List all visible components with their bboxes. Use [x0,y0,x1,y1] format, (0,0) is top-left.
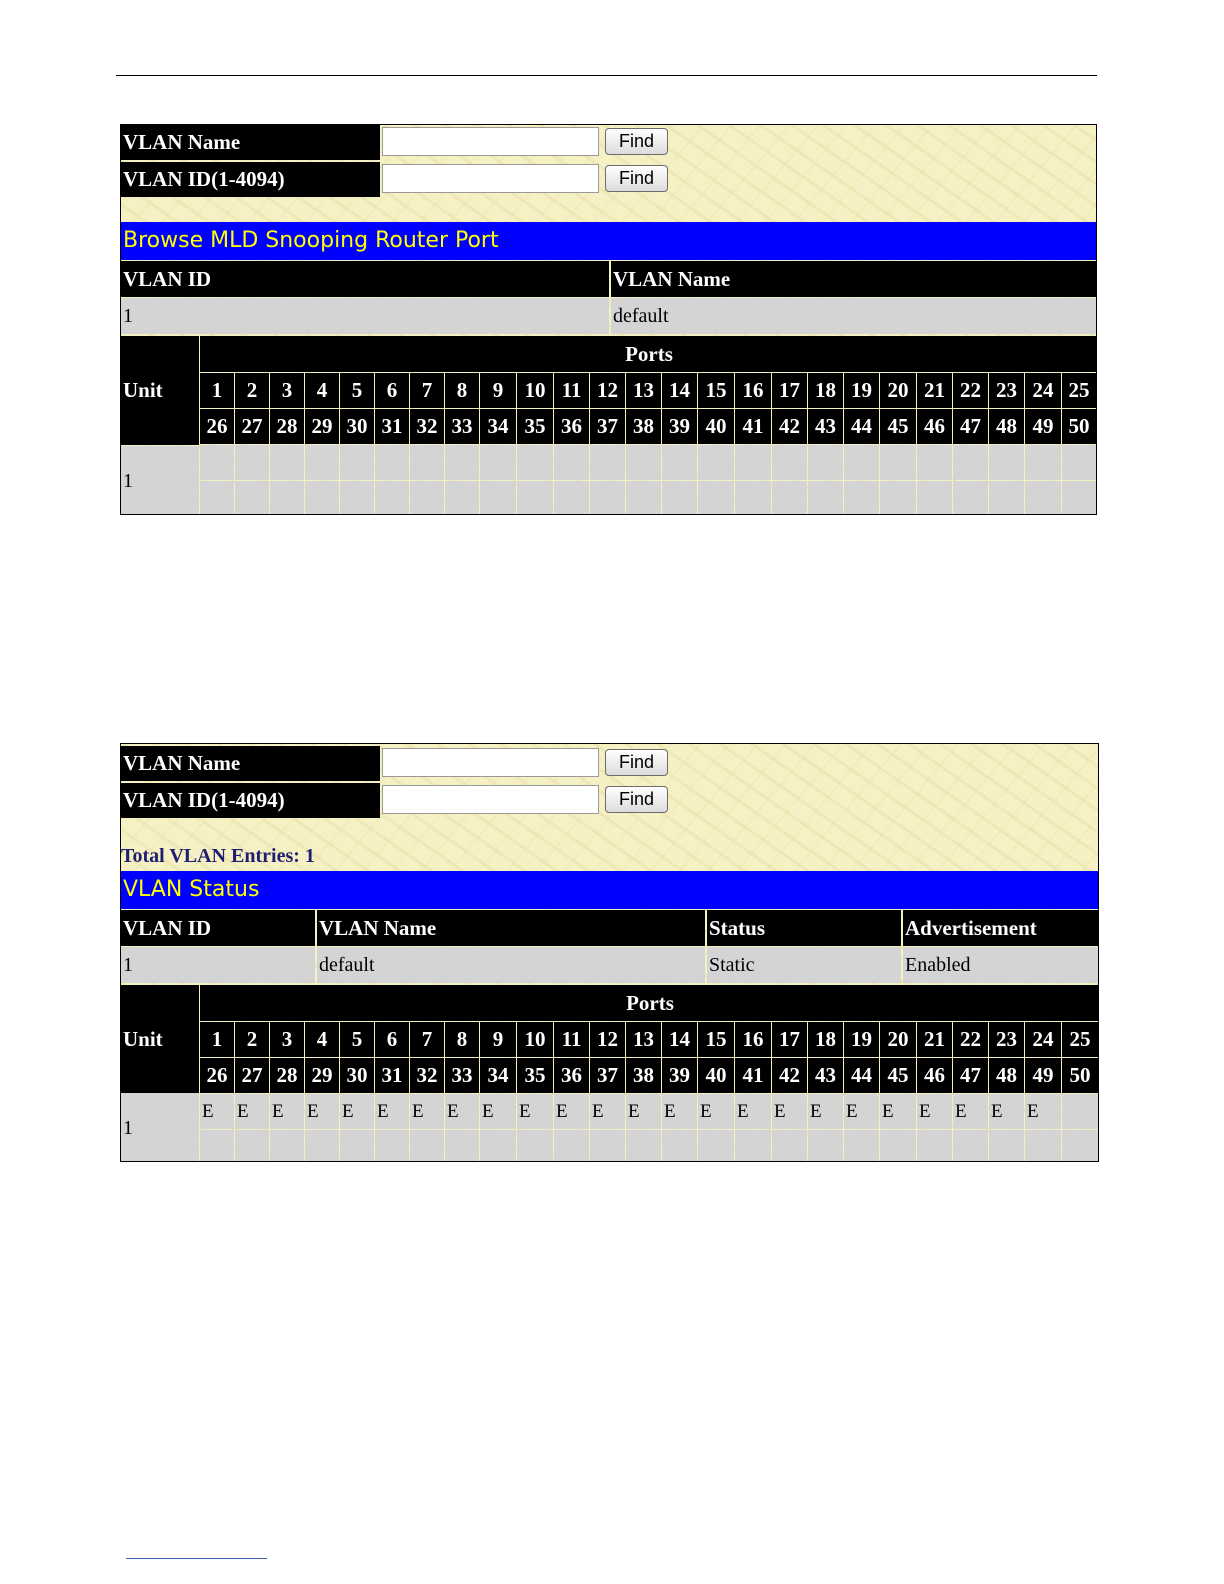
port-number-16: 16 [735,1022,771,1057]
port-number-11: 11 [554,373,589,408]
port-status-cell-11: E [554,1094,589,1129]
port-number-10: 35 [517,409,553,444]
port-number-10: 10 [517,1022,553,1057]
ports-header: Ports [200,336,1097,372]
port-number-4: 29 [305,409,339,444]
port-number-14: 14 [662,1022,697,1057]
port-number-2: 27 [235,1058,269,1093]
port-status-cell-24: E [1025,1094,1061,1129]
port-status-cell-14: E [662,1094,697,1129]
port-status-cell-5 [340,445,374,480]
vlan-name-input[interactable] [382,748,599,777]
find-vlan-name-button[interactable]: Find [605,128,668,155]
port-status-cell-14 [662,1130,697,1162]
port-number-5: 30 [340,409,374,444]
port-number-7: 7 [410,1022,444,1057]
port-number-18: 18 [808,1022,843,1057]
port-status-cell-11 [554,481,589,515]
port-status-cell-10 [517,1130,553,1162]
port-number-17: 17 [772,1022,807,1057]
port-status-cell-3 [270,1130,304,1162]
port-status-cell-15 [698,481,734,515]
port-number-1: 1 [200,1022,234,1057]
port-number-14: 39 [662,409,697,444]
port-number-7: 7 [410,373,444,408]
vlan-name-input[interactable] [382,127,599,156]
port-status-cell-7 [410,1130,444,1162]
port-status-cell-13 [626,481,661,515]
port-status-cell-25 [1062,1130,1098,1162]
port-status-cell-22 [953,481,988,515]
port-status-cell-18: E [808,1094,843,1129]
port-status-cell-24 [1025,481,1061,515]
port-status-cell-25 [1062,445,1096,480]
port-number-5: 5 [340,1022,374,1057]
port-number-24: 24 [1025,1022,1061,1057]
port-status-cell-9 [480,481,516,515]
port-status-cell-2 [235,1130,269,1162]
port-number-8: 33 [445,409,479,444]
port-status-cell-24 [1025,1130,1061,1162]
unit-header: Unit [121,336,199,445]
port-status-cell-2 [235,481,269,515]
section-title: VLAN Status [121,871,1098,909]
section-title: Browse MLD Snooping Router Port [121,222,1096,260]
port-status-cell-9 [480,445,516,480]
port-number-18: 43 [808,1058,843,1093]
port-status-cell-25 [1062,481,1096,515]
port-number-11: 36 [554,1058,589,1093]
port-number-13: 38 [626,409,661,444]
port-number-9: 9 [480,1022,516,1057]
port-number-14: 39 [662,1058,697,1093]
port-number-11: 36 [554,409,589,444]
port-number-8: 8 [445,1022,479,1057]
vlan-id-header: VLAN ID [121,261,609,297]
port-number-23: 48 [989,409,1024,444]
port-number-3: 28 [270,409,304,444]
port-status-cell-9 [480,1130,516,1162]
port-number-7: 32 [410,409,444,444]
port-number-21: 46 [917,409,952,444]
advertisement-header: Advertisement [903,910,1099,946]
port-status-cell-10 [517,445,553,480]
port-status-cell-19 [844,445,879,480]
port-number-14: 14 [662,373,697,408]
port-status-cell-12 [590,481,625,515]
vlan-id-input[interactable] [382,785,599,814]
port-status-cell-21 [917,481,952,515]
port-status-cell-10 [517,481,553,515]
unit-value: 1 [121,446,199,515]
port-status-cell-6 [375,481,409,515]
port-number-3: 3 [270,373,304,408]
port-number-16: 41 [735,1058,771,1093]
port-status-cell-3 [270,445,304,480]
vlan-id-label: VLAN ID(1-4094) [121,783,380,818]
port-number-3: 3 [270,1022,304,1057]
port-status-cell-10: E [517,1094,553,1129]
port-number-25: 25 [1062,1022,1098,1057]
port-status-cell-24 [1025,445,1061,480]
port-number-21: 21 [917,1022,952,1057]
port-number-22: 22 [953,1022,988,1057]
port-status-cell-20: E [880,1094,916,1129]
port-status-cell-20 [880,481,916,515]
vlan-id-header: VLAN ID [121,910,315,946]
port-status-cell-23: E [989,1094,1024,1129]
port-number-9: 9 [480,373,516,408]
port-status-cell-1 [200,1130,234,1162]
port-status-cell-15 [698,445,734,480]
port-number-5: 5 [340,373,374,408]
port-number-23: 23 [989,373,1024,408]
port-number-15: 40 [698,409,734,444]
port-number-13: 38 [626,1058,661,1093]
port-status-cell-20 [880,445,916,480]
port-status-cell-13 [626,1130,661,1162]
port-status-cell-4: E [305,1094,339,1129]
port-number-9: 34 [480,1058,516,1093]
port-number-17: 42 [772,1058,807,1093]
port-number-6: 6 [375,373,409,408]
find-vlan-id-button[interactable]: Find [605,165,668,192]
port-number-6: 6 [375,1022,409,1057]
port-number-7: 32 [410,1058,444,1093]
port-number-19: 19 [844,373,879,408]
port-status-cell-15 [698,1130,734,1162]
port-number-18: 18 [808,373,843,408]
port-number-19: 44 [844,409,879,444]
port-status-cell-8: E [445,1094,479,1129]
port-number-25: 50 [1062,409,1096,444]
port-number-17: 42 [772,409,807,444]
port-status-cell-22 [953,445,988,480]
port-number-1: 26 [200,1058,234,1093]
port-status-cell-21: E [917,1094,952,1129]
port-status-cell-6: E [375,1094,409,1129]
port-number-8: 33 [445,1058,479,1093]
port-status-cell-18 [808,445,843,480]
port-status-cell-23 [989,445,1024,480]
port-number-12: 12 [590,1022,625,1057]
port-status-cell-21 [917,445,952,480]
port-status-cell-5: E [340,1094,374,1129]
port-status-cell-7 [410,481,444,515]
mld-router-port-panel [120,124,1097,515]
port-number-15: 15 [698,373,734,408]
port-status-cell-16: E [735,1094,771,1129]
port-number-16: 16 [735,373,771,408]
port-number-13: 13 [626,1022,661,1057]
port-status-cell-12 [590,445,625,480]
port-status-cell-11 [554,445,589,480]
port-status-cell-22 [953,1130,988,1162]
port-number-16: 41 [735,409,771,444]
port-status-cell-23 [989,1130,1024,1162]
port-status-cell-1 [200,481,234,515]
port-number-11: 11 [554,1022,589,1057]
port-number-19: 19 [844,1022,879,1057]
port-number-5: 30 [340,1058,374,1093]
port-number-2: 2 [235,1022,269,1057]
port-number-23: 23 [989,1022,1024,1057]
port-number-13: 13 [626,373,661,408]
port-status-cell-17 [772,481,807,515]
port-number-25: 50 [1062,1058,1098,1093]
port-number-21: 21 [917,373,952,408]
unit-value: 1 [121,1093,199,1162]
port-status-cell-14 [662,445,697,480]
port-number-20: 20 [880,373,916,408]
port-number-22: 22 [953,373,988,408]
port-number-17: 17 [772,373,807,408]
port-status-cell-25 [1062,1094,1098,1129]
port-number-21: 46 [917,1058,952,1093]
port-number-10: 10 [517,373,553,408]
port-number-12: 37 [590,1058,625,1093]
port-status-cell-8 [445,1130,479,1162]
header-rule [116,75,1097,76]
port-number-24: 24 [1025,373,1061,408]
port-status-cell-9: E [480,1094,516,1129]
port-number-2: 27 [235,409,269,444]
port-status-cell-18 [808,1130,843,1162]
footer-rule [126,1558,267,1559]
port-number-9: 34 [480,409,516,444]
port-number-24: 49 [1025,1058,1061,1093]
port-status-cell-17 [772,445,807,480]
port-number-4: 4 [305,1022,339,1057]
port-status-cell-8 [445,445,479,480]
port-number-12: 12 [590,373,625,408]
port-number-4: 4 [305,373,339,408]
vlan-id-input[interactable] [382,164,599,193]
port-status-cell-7: E [410,1094,444,1129]
status-header: Status [707,910,901,946]
port-number-19: 44 [844,1058,879,1093]
port-number-1: 1 [200,373,234,408]
vlan-name-label: VLAN Name [121,125,380,160]
port-number-12: 37 [590,409,625,444]
port-status-cell-5 [340,481,374,515]
port-status-cell-12 [590,1130,625,1162]
port-number-1: 26 [200,409,234,444]
port-number-20: 45 [880,1058,916,1093]
port-number-4: 29 [305,1058,339,1093]
find-vlan-name-button[interactable]: Find [605,749,668,776]
port-status-cell-3 [270,481,304,515]
port-status-cell-22: E [953,1094,988,1129]
vlan-name-label: VLAN Name [121,746,380,781]
port-status-cell-4 [305,481,339,515]
status-value: Static [707,947,901,983]
port-status-cell-17: E [772,1094,807,1129]
port-status-cell-2 [235,445,269,480]
port-status-cell-19 [844,481,879,515]
port-number-22: 47 [953,409,988,444]
port-status-cell-4 [305,445,339,480]
port-number-24: 49 [1025,409,1061,444]
port-status-cell-1: E [200,1094,234,1129]
total-vlan-entries: Total VLAN Entries: 1 [121,845,315,867]
port-number-10: 35 [517,1058,553,1093]
port-number-6: 31 [375,409,409,444]
port-status-cell-16 [735,481,771,515]
port-status-cell-8 [445,481,479,515]
port-number-2: 2 [235,373,269,408]
port-number-3: 28 [270,1058,304,1093]
port-status-cell-4 [305,1130,339,1162]
port-status-cell-14 [662,481,697,515]
port-status-cell-19: E [844,1094,879,1129]
vlan-name-header: VLAN Name [611,261,1097,297]
port-number-18: 43 [808,409,843,444]
port-status-cell-15: E [698,1094,734,1129]
port-status-cell-3: E [270,1094,304,1129]
port-number-25: 25 [1062,373,1096,408]
port-number-20: 20 [880,1022,916,1057]
vlan-status-panel [120,743,1099,1162]
port-number-6: 31 [375,1058,409,1093]
port-number-8: 8 [445,373,479,408]
port-number-15: 15 [698,1022,734,1057]
port-status-cell-6 [375,1130,409,1162]
port-status-cell-13: E [626,1094,661,1129]
port-status-cell-21 [917,1130,952,1162]
find-vlan-id-button[interactable]: Find [605,786,668,813]
port-status-cell-11 [554,1130,589,1162]
port-status-cell-20 [880,1130,916,1162]
port-status-cell-5 [340,1130,374,1162]
port-status-cell-18 [808,481,843,515]
port-status-cell-16 [735,1130,771,1162]
ports-header: Ports [200,985,1099,1021]
port-status-cell-19 [844,1130,879,1162]
unit-header: Unit [121,985,199,1094]
port-status-cell-2: E [235,1094,269,1129]
port-status-cell-12: E [590,1094,625,1129]
port-status-cell-17 [772,1130,807,1162]
vlan-id-value: 1 [121,298,609,334]
advertisement-value: Enabled [903,947,1099,983]
vlan-name-value: default [317,947,705,983]
port-number-23: 48 [989,1058,1024,1093]
port-status-cell-13 [626,445,661,480]
port-number-15: 40 [698,1058,734,1093]
vlan-id-value: 1 [121,947,315,983]
vlan-id-label: VLAN ID(1-4094) [121,162,380,197]
port-status-cell-7 [410,445,444,480]
port-status-cell-1 [200,445,234,480]
port-status-cell-23 [989,481,1024,515]
port-status-cell-16 [735,445,771,480]
port-number-20: 45 [880,409,916,444]
port-number-22: 47 [953,1058,988,1093]
vlan-name-value: default [611,298,1097,334]
vlan-name-header: VLAN Name [317,910,705,946]
port-status-cell-6 [375,445,409,480]
